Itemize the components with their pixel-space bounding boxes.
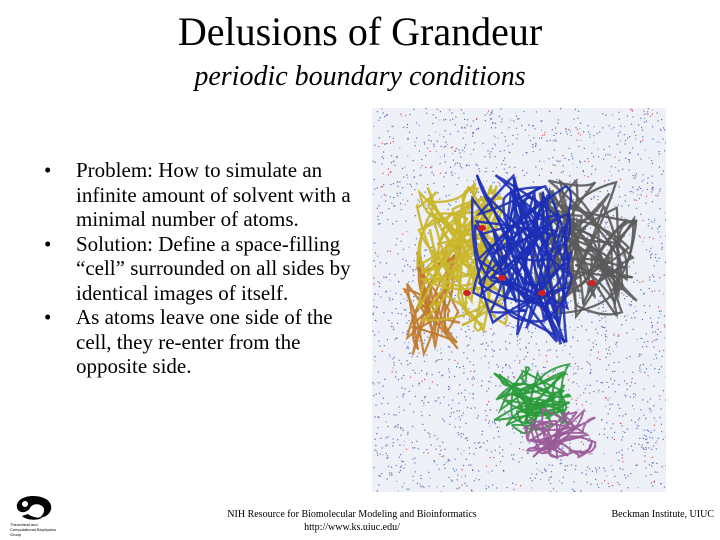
footer-resource <box>226 508 478 534</box>
bullet-item <box>40 305 352 379</box>
slide-title: Delusions of Grandeur <box>177 9 543 54</box>
footer-url[interactable]: http://www.ks.uiuc.edu/ <box>304 522 400 533</box>
bullet-text: Solution: Define a space-filling “cell” surrounded on all sides by identical images of itself. <box>76 231 351 305</box>
bullet-text: As atoms leave one side of the cell, they re-enter from the opposite side. <box>76 305 333 378</box>
protein-solvent-image <box>372 108 666 492</box>
footer-institute: Beckman Institute, UIUC <box>611 509 714 520</box>
bullet-marker: • <box>44 158 52 182</box>
bullet-marker: • <box>44 231 52 256</box>
bullet-list <box>40 158 352 379</box>
slide-subtitle: periodic boundary conditions <box>194 61 526 92</box>
logo-caption: Theoretical and Computational Biophysics Group <box>10 522 57 537</box>
bullet-item <box>40 158 352 232</box>
bullet-item <box>40 232 352 306</box>
bullet-marker: • <box>44 305 52 329</box>
molecule-render <box>372 108 666 492</box>
bullet-text: Problem: How to simulate an infinite amount of solvent with a minimal number of atoms. <box>76 158 351 231</box>
footer-resource-line: NIH Resource for Biomolecular Modeling and Bioinformatics <box>227 509 477 520</box>
